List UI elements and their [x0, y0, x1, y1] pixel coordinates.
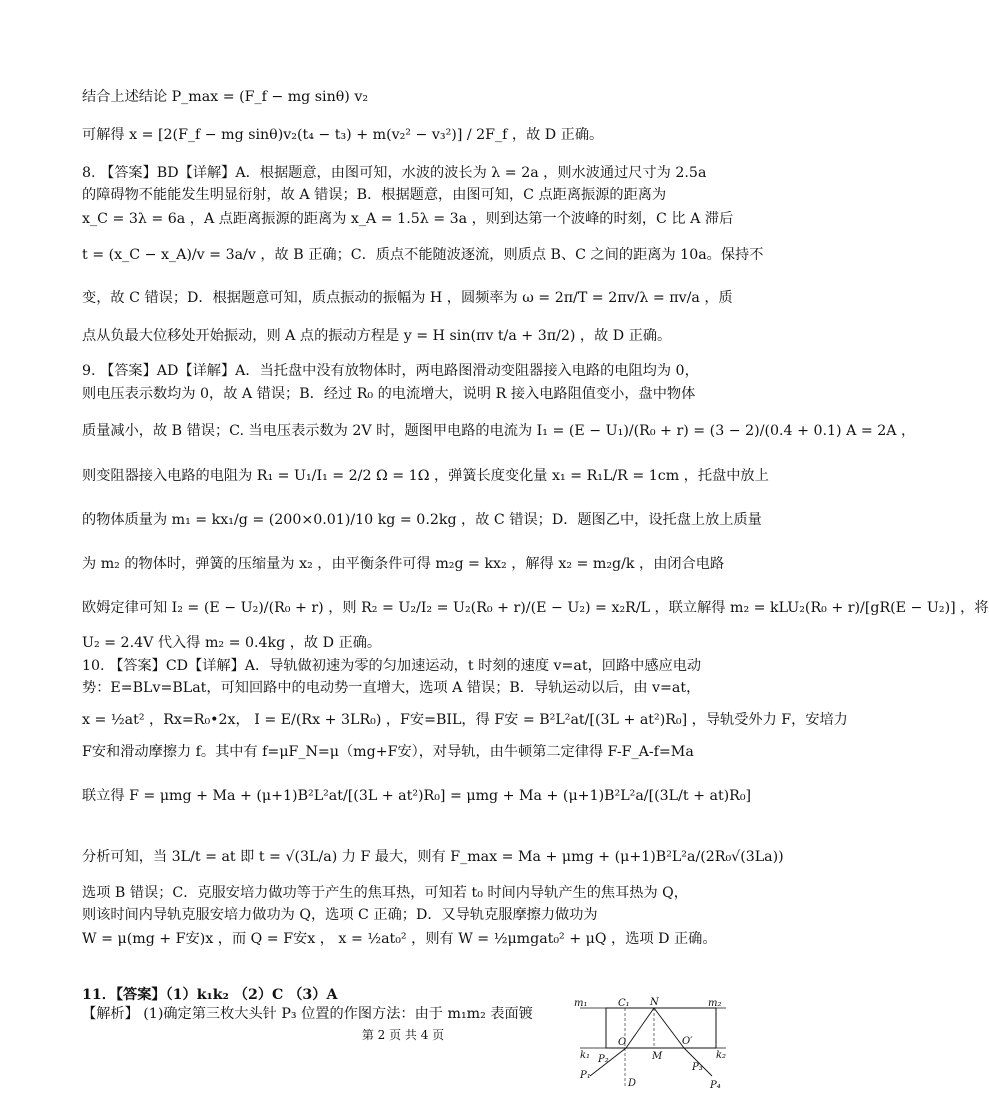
text-line-24: 则该时间内导轨克服安培力做功为 Q，选项 C 正确；D．又导轨克服摩擦力做功为: [82, 907, 598, 923]
text-line-6: t = (x_C − x_A)/v = 3a/v ，故 B 正确；C．质点不能随波逐流，则质点 B、C 之间的距离为 10a。保持不: [82, 247, 764, 263]
text-line-12: 则变阻器接入电路的电阻为 R₁ = U₁/I₁ = 2/2 Ω = 1Ω ，弹簧长度变化量 x₁ = R₁L/R = 1cm ，托盘中放上: [82, 468, 769, 484]
text-line-19: x = ½at² ，Rx=R₀•2x， I = E/(Rx + 3LR₀) ，F安=BIL，得 F安 = B²L²at/[(3L + at²)R₀] ，导轨受外力 F，安培力: [82, 712, 848, 728]
reflected-ray: [654, 1008, 684, 1048]
text-line-25: W = μ(mg + F安)x ，而 Q = F安x ， x = ½at₀² ，则有 W = ½μmgat₀² + μQ ，选项 D 正确。: [82, 931, 717, 947]
text-line-13: 的物体质量为 m₁ = kx₁/g = (200×0.01)/10 kg = 0.2kg ，故 C 错误；D．题图乙中，设托盘上放上质量: [82, 512, 762, 528]
label-c1: C₁: [618, 998, 630, 1009]
label-m1: m₁: [574, 998, 588, 1009]
text-line-20: F安和滑动摩擦力 f。其中有 f=μF_N=μ（mg+F安），对导轨，由牛顿第二定律得 F-F_A-f=Ma: [82, 744, 694, 760]
text-line-11: 质量减小，故 B 错误；C. 当电压表示数为 2V 时，题图甲电路的电流为 I₁ = (E − U₁)/(R₀ + r) = (3 − 2)/(0.4 + 0.1) A = 2A ，: [82, 423, 916, 439]
refracted-ray: [626, 1008, 654, 1048]
label-m2: m₂: [708, 998, 722, 1009]
text-line-22: 分析可知，当 3L/t = at 即 t = √(3L/a) 力 F 最大，则有 F_max = Ma + μmg + (μ+1)B²L²a/(2R₀√(3La)): [82, 849, 784, 865]
page-footer: 第 2 页 共 4 页: [361, 1028, 445, 1042]
label-d: D: [628, 1078, 637, 1089]
text-line-3: 8. 【答案】BD【详解】A．根据题意，由图可知，水波的波长为 λ = 2a ，则水波通过尺寸为 2.5a: [82, 165, 707, 181]
text-line-17: 10. 【答案】CD【详解】A．导轨做初速为零的匀加速运动，t 时刻的速度 v=at，回路中感应电动: [82, 658, 702, 674]
label-p1: P₁: [580, 1070, 591, 1081]
text-line-8: 点从负最大位移处开始振动，则 A 点的振动方程是 y = H sin(πv t/a + 3π/2) ，故 D 正确。: [82, 328, 672, 344]
text-line-2: 可解得 x = [2(F_f − mg sinθ)v₂(t₄ − t₃) + m(v₂² − v₃²)] / 2F_f ，故 D 正确。: [82, 127, 604, 143]
text-line-26: 11．【答案】（1）k₁k₂ （2）C （3）A: [82, 987, 338, 1003]
text-line-16: U₂ = 2.4V 代入得 m₂ = 0.4kg ，故 D 正确。: [82, 635, 382, 651]
label-n: N: [650, 997, 659, 1008]
optics-diagram: [570, 996, 730, 1096]
text-line-10: 则电压表示数均为 0，故 A 错误；B．经过 R₀ 的电流增大，说明 R 接入电路阻值变小，盘中物体: [82, 386, 696, 402]
label-p3: P₃: [692, 1062, 703, 1073]
label-k1: k₁: [580, 1050, 591, 1061]
label-o: O: [618, 1037, 627, 1048]
text-line-21: 联立得 F = μmg + Ma + (μ+1)B²L²at/[(3L + at²)R₀] = μmg + Ma + (μ+1)B²L²a/[(3L/t + at)R₀]: [82, 788, 752, 804]
text-line-18: 势：E=BLv=BLat，可知回路中的电动势一直增大，选项 A 错误；B．导轨运动以后，由 v=at，: [82, 680, 701, 696]
label-p4: P₄: [710, 1080, 721, 1091]
label-o-prime: O′: [682, 1036, 693, 1047]
text-line-1: 结合上述结论 P_max = (F_f − mg sinθ) v₂: [82, 89, 369, 105]
text-line-23: 选项 B 错误；C．克服安培力做功等于产生的焦耳热，可知若 t₀ 时间内导轨产生的焦耳热为 Q，: [82, 885, 688, 901]
text-line-15: 欧姆定律可知 I₂ = (E − U₂)/(R₀ + r) ，则 R₂ = U₂/I₂ = U₂(R₀ + r)/(E − U₂) = x₂R/L ，联立解得 m₂ = kLU₂(R₀ + r)/[gR(E − U₂)] ，将: [82, 600, 989, 616]
text-line-5: x_C = 3λ = 6a ，A 点距离振源的距离为 x_A = 1.5λ = 3a ，则到达第一个波峰的时刻，C 比 A 滞后: [82, 211, 734, 227]
label-p2: P₂: [598, 1054, 609, 1065]
text-line-9: 9. 【答案】AD【详解】A．当托盘中没有放物体时，两电路图滑动变阻器接入电路的电阻均为 0，: [82, 363, 699, 379]
text-line-14: 为 m₂ 的物体时，弹簧的压缩量为 x₂ ，由平衡条件可得 m₂g = kx₂ ，解得 x₂ = m₂g/k ，由闭合电路: [82, 556, 725, 572]
label-k2: k₂: [716, 1050, 727, 1061]
text-line-4: 的障碍物不能能发生明显衍射，故 A 错误；B．根据题意，由图可知，C 点距离振源的距离为: [82, 187, 667, 203]
text-line-7: 变，故 C 错误；D．根据题意可知，质点振动的振幅为 H ，圆频率为 ω = 2π/T = 2πv/λ = πv/a ，质: [82, 290, 733, 306]
text-line-27: 【解析】 (1)确定第三枚大头针 P₃ 位置的作图方法：由于 m₁m₂ 表面镀: [82, 1006, 533, 1022]
label-m: M: [652, 1051, 663, 1062]
